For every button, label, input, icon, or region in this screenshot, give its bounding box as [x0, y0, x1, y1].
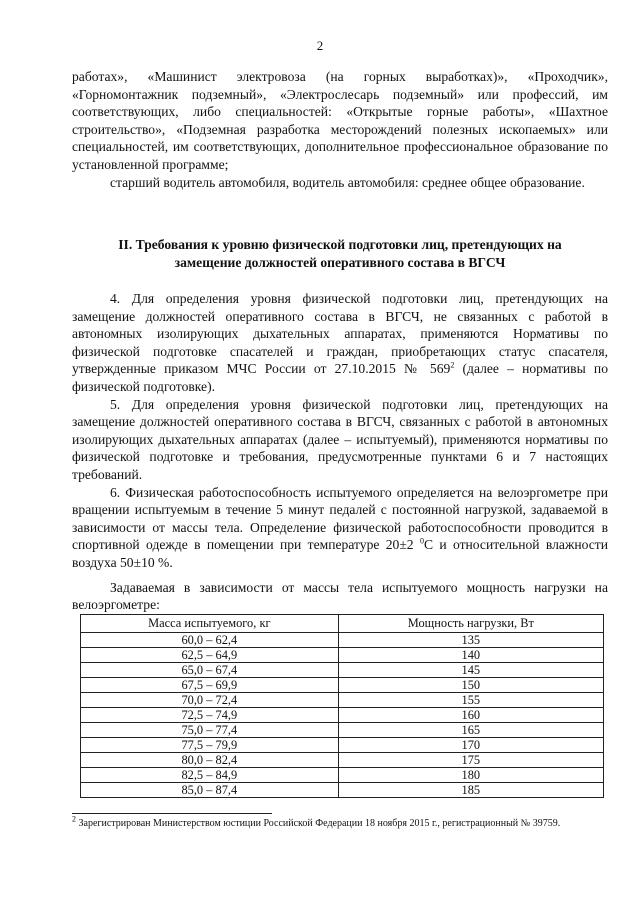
table-row [81, 648, 604, 663]
header-mass: Масса испытуемого, кг [81, 615, 339, 633]
mass-cell: 67,5 – 69,9 [81, 678, 339, 693]
power-cell: 170 [338, 738, 603, 753]
table-row [81, 678, 604, 693]
paragraph-table-intro: Задаваемая в зависимости от массы тела испытуемого мощность нагрузки на велоэргометре: [72, 579, 608, 613]
power-cell: 150 [338, 678, 603, 693]
table-row [81, 723, 604, 738]
mass-cell: 60,0 – 62,4 [81, 633, 339, 648]
table-row [81, 738, 604, 753]
table-header-row [81, 615, 604, 633]
power-cell: 165 [338, 723, 603, 738]
paragraph-4-tail: (далее – нормативы по физической подготовке). [72, 361, 608, 394]
mass-cell: 62,5 – 64,9 [81, 648, 339, 663]
paragraph-5: 5. Для определения уровня физической подготовки лиц, претендующих на замещение должностей оперативного состава в ВГСЧ, связанных с работой в автономных изолирующих дыхательных аппаратах (далее – испытуемый), применяются нормативы по физической подготовке и требования, предусмотренные пунктами 6 и 7 настоящих требований. [72, 396, 608, 482]
table-row [81, 633, 604, 648]
table-row [81, 708, 604, 723]
power-cell: 140 [338, 648, 603, 663]
table-row [81, 693, 604, 708]
power-cell: 155 [338, 693, 603, 708]
mass-cell: 77,5 – 79,9 [81, 738, 339, 753]
power-cell: 160 [338, 708, 603, 723]
power-cell: 135 [338, 633, 603, 648]
footnote-text: Зарегистрирован Министерством юстиции Российской Федерации 18 ноября 2015 г., регистрационный № 39759. [76, 818, 561, 829]
footnote-ref: 2 [450, 360, 455, 370]
mass-cell: 65,0 – 67,4 [81, 663, 339, 678]
power-cell: 180 [338, 768, 603, 783]
power-cell: 175 [338, 753, 603, 768]
load-table [80, 614, 604, 798]
table-row [81, 663, 604, 678]
paragraph-4-text: 4. Для определения уровня физической подготовки лиц, претендующих на замещение должностей оперативного состава в ВГСЧ, не связанных с работой в автономных изолирующих дыхательных аппаратах, применяются Нормативы по физической подготовке спасателей и граждан, приобретающих статус спасателя, утвержденные приказом МЧС России от 27.10.2015 № 569 [72, 291, 608, 377]
mass-cell: 75,0 – 77,4 [81, 723, 339, 738]
table-row [81, 783, 604, 798]
footnote-divider [72, 813, 272, 814]
paragraph-6 [72, 484, 608, 572]
footnote [72, 814, 632, 830]
page-number: 2 [316, 38, 324, 53]
section-heading-line2: замещение должностей оперативного состава в ВГСЧ [174, 255, 506, 270]
mass-cell: 80,0 – 82,4 [81, 753, 339, 768]
top-text-block [72, 68, 608, 191]
requirements-text-block [72, 290, 608, 614]
footnote-number: 2 [72, 814, 76, 824]
header-power: Мощность нагрузки, Вт [338, 615, 603, 633]
paragraph-drivers: старший водитель автомобиля, водитель автомобиля: среднее общее образование. [110, 174, 585, 190]
mass-cell: 82,5 – 84,9 [81, 768, 339, 783]
section-heading-line1: II. Требования к уровню физической подготовки лиц, претендующих на [118, 237, 562, 252]
paragraph-professions: работах», «Машинист электровоза (на горных выработках)», «Проходчик», «Горномонтажник подземный», «Электрослесарь подземный» или профессий, им соответствующих, либо специальностей: «Открытые горные работы», «Шахтное строительство», «Подземная разработка месторождений полезных ископаемых» или специальностей, им соответствующих, дополнительное профессиональное образование по установленной программе; [72, 69, 608, 172]
degree-superscript: 0 [419, 536, 424, 546]
table-row [81, 768, 604, 783]
paragraph-6-text: 6. Физическая работоспособность испытуемого определяется на велоэргометре при вращении испытуемым в течение 5 минут педалей с постоянной нагрузкой, задаваемой в зависимости от массы тела. Определение физической работоспособности проводится в спортивной одежде в помещении при температуре 20±2 [72, 484, 608, 553]
mass-cell: 85,0 – 87,4 [81, 783, 339, 798]
mass-cell: 72,5 – 74,9 [81, 708, 339, 723]
power-cell: 185 [338, 783, 603, 798]
section-heading [72, 236, 608, 272]
power-cell: 145 [338, 663, 603, 678]
mass-cell: 70,0 – 72,4 [81, 693, 339, 708]
paragraph-4 [72, 290, 608, 396]
table-row [81, 753, 604, 768]
paragraph-6-tail: С и относительной влажности воздуха 50±10 %. [72, 537, 608, 570]
